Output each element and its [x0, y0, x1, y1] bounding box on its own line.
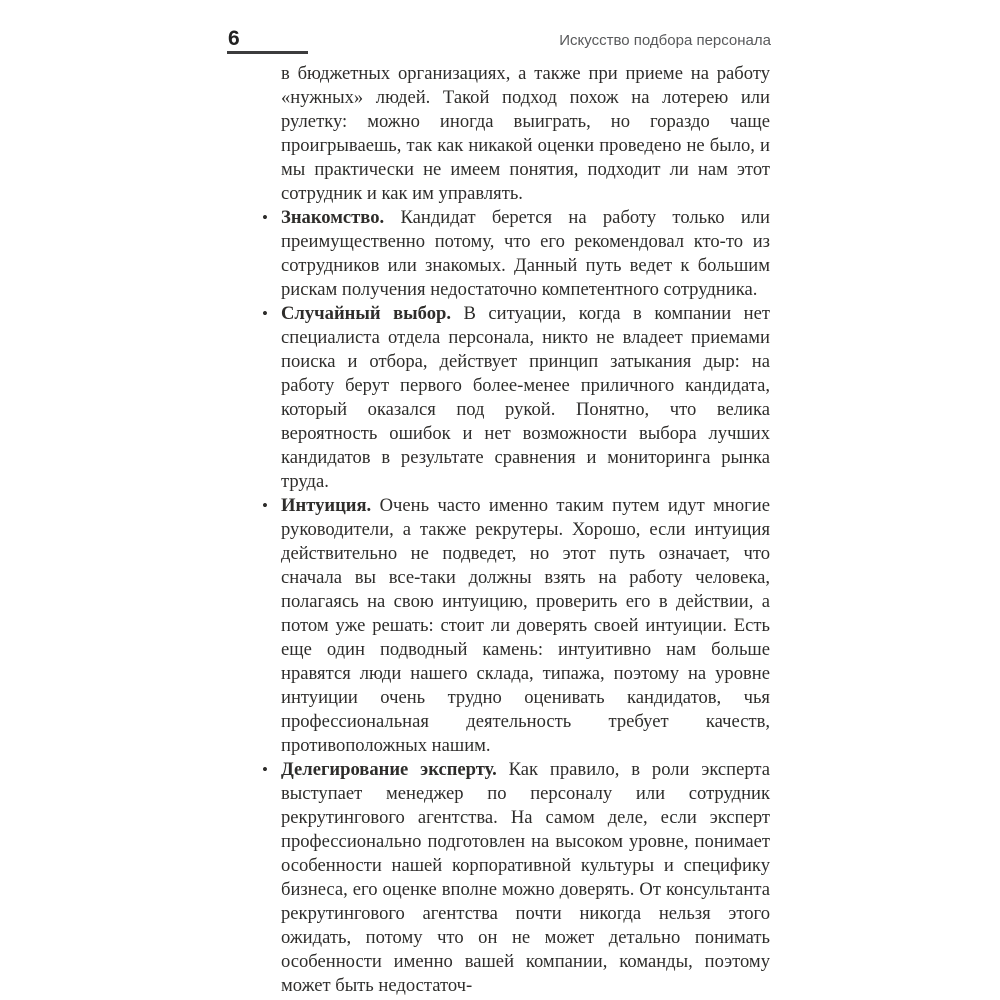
intro-paragraph: в бюджетных организациях, а также при приеме на работу «нужных» людей. Такой подход похож на лотерею или рулетку: можно иногда выиграть, но гораздо чаще проигрываешь, так как никакой оценки проведено не было, и мы практически не имеем понятия, подходит ли нам этот сотрудник и как им управлять.: [281, 63, 770, 204]
list-item-term: Случайный выбор.: [281, 303, 451, 324]
list-item-text: В ситуации, когда в компании нет специалиста отдела персонала, никто не владеет приемами поиска и отбора, действует принцип затыкания дыр: на работу берут первого более-менее приличного кандидата, который оказался под рукой. Понятно, что велика вероятность ошибок и нет возможности выбора лучших кандидатов в результате сравнения и мониторинга рынка труда.: [281, 303, 770, 492]
page-header: [228, 28, 771, 56]
bullet-icon: •: [262, 496, 268, 515]
page-number: 6: [228, 27, 241, 50]
bullet-icon: •: [262, 208, 268, 227]
page-body: [255, 62, 770, 998]
list-item-term: Делегирование эксперту.: [281, 759, 497, 780]
list-item-term: Интуиция.: [281, 495, 372, 516]
list-item: [255, 302, 770, 494]
list-item: [255, 758, 770, 998]
bullet-icon: •: [262, 760, 268, 779]
bullet-list: [255, 206, 770, 998]
header-rule: [227, 51, 308, 54]
list-item-text: Кандидат берется на работу только или преимущественно потому, что его рекомендовал кто-то из сотрудников или знакомых. Данный путь ведет к большим рискам получения недостаточно компетентного сотрудника.: [281, 207, 770, 300]
list-item-text: Очень часто именно таким путем идут многие руководители, а также рекрутеры. Хорошо, если интуиция действительно не подведет, но этот путь означает, что сначала вы все-таки должны взять на работу человека, полагаясь на свою интуицию, проверить его в действии, а потом уже решать: стоит ли доверять своей интуиции. Есть еще один подводный камень: интуитивно нам больше нравятся люди нашего склада, типажа, поэтому на уровне интуиции очень трудно оценивать кандидатов, чья профессиональная деятельность требует качеств, противоположных нашим.: [281, 495, 770, 756]
list-item: [255, 206, 770, 302]
list-item-term: Знакомство.: [281, 207, 385, 228]
list-item: [255, 494, 770, 758]
running-title: Искусство подбора персонала: [559, 32, 771, 49]
bullet-icon: •: [262, 304, 268, 323]
list-item-text: Как правило, в роли эксперта выступает менеджер по персоналу или сотрудник рекрутингового агентства. На самом деле, если эксперт профессионально подготовлен на высоком уровне, понимает особенности нашей корпоративной культуры и специфику бизнеса, его оценке вполне можно доверять. От консультанта рекрутингового агентства почти никогда нельзя этого ожидать, потому что он не может детально понимать особенности именно вашей компании, команды, поэтому может быть недостаточ-: [281, 759, 771, 996]
